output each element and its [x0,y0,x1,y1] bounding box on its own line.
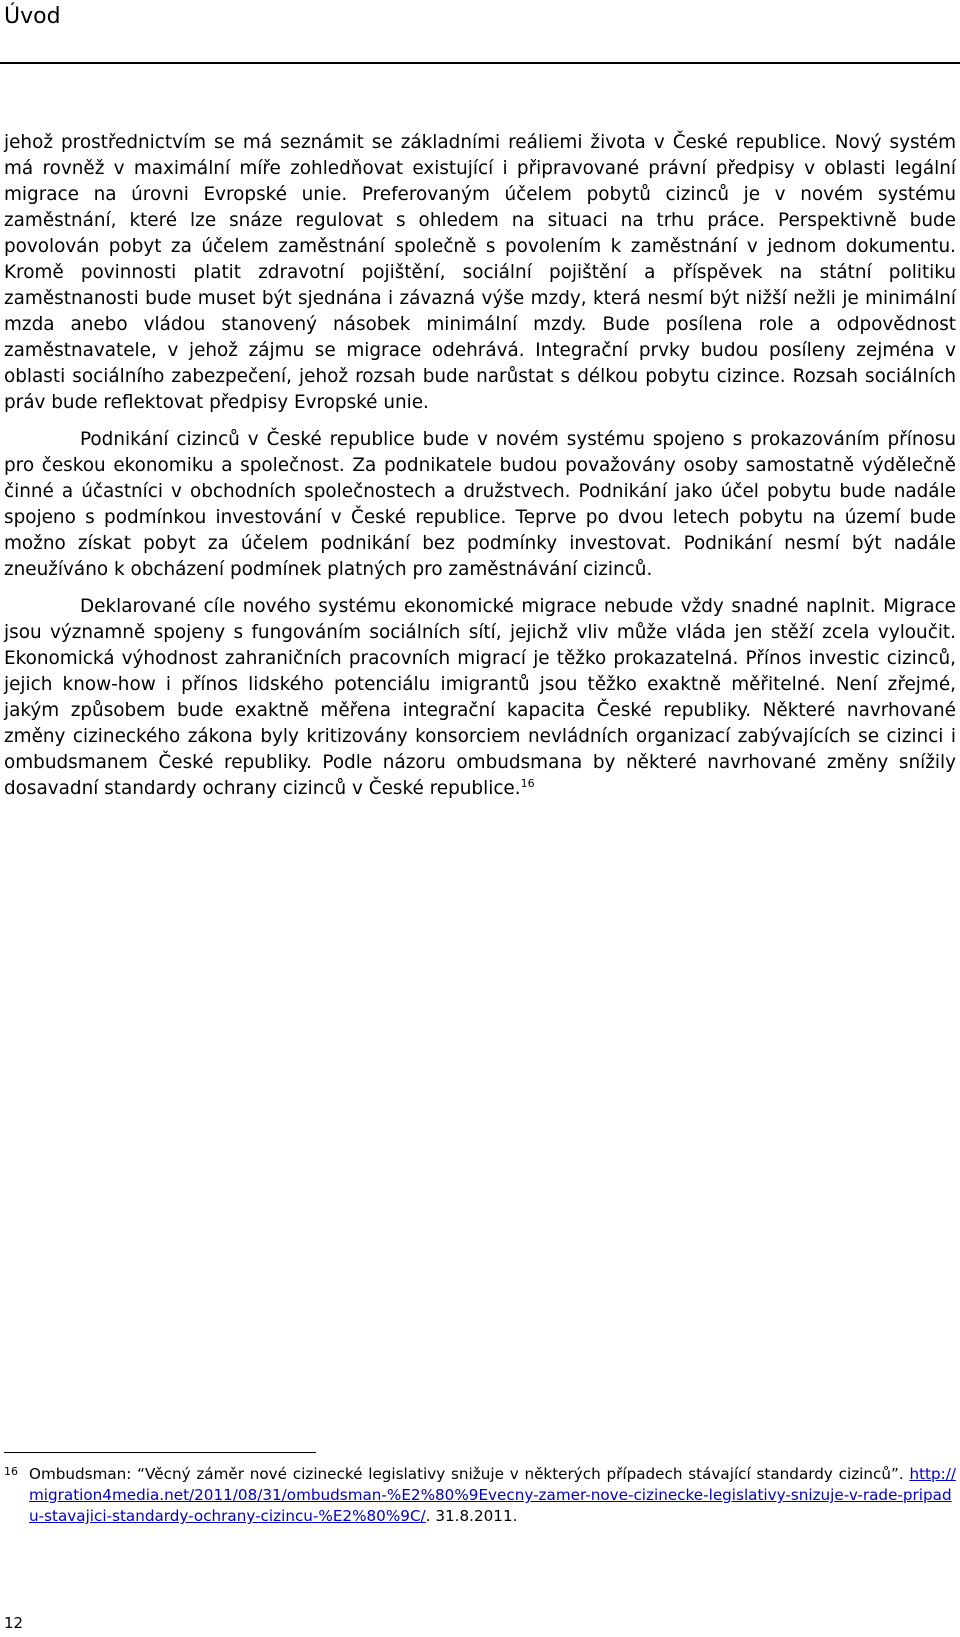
paragraph-text: Podnikání cizinců v České republice bude v novém systému spojeno s prokazováním přínosu pro českou ekonomiku a společnost. Za podnikatele budou považovány osoby samostatně výdělečně činné a účastníci v obchodních společnostech a družstvech. Podnikání jako účel pobytu bude nadále spojeno s podmínkou investování v České republice. Teprve po dvou letech pobytu na území bude možno získat pobyt za účelem podnikání bez podmínky investovat. Podnikání nesmí být nadále zneužíváno k obcházení podmínek platných pro zaměstnávání cizinců. [4,429,956,580]
footnote-divider [4,1452,316,1453]
footnote-body [4,1464,956,1527]
footnote [4,1464,956,1527]
page-number: 12 [4,1614,24,1632]
page-header-title: Úvod [4,4,61,29]
footnote-number: 16 [4,1465,18,1478]
paragraph [4,427,956,583]
main-body [4,130,956,813]
paragraph [4,594,956,802]
paragraph-text: Deklarované cíle nového systému ekonomické migrace nebude vždy snadné naplnit. Migrace jsou významně spojeny s fungováním sociálních sítí, jejichž vliv může vláda jen stěží zcela vyloučit. Ekonomická výhodnost zahraničních pracovních migrací je těžko prokazatelná. Přínos investic cizinců, jejich know-how i přínos lidského potenciálu imigrantů jsou těžko exaktně měřitelné. Není zřejmé, jakým způsobem bude exaktně měřena integrační kapacita České republiky. Některé navrhované změny cizineckého zákona byly kritizovány konsorciem nevládních organizací zabývajících se cizinci i ombudsmanem České republiky. Podle názoru ombudsmana by některé navrhované změny snížily dosavadní standardy ochrany cizinců v České republice. [4,596,956,799]
header-divider [0,62,960,64]
paragraph [4,130,956,416]
footnote-link[interactable]: http://migration4media.net/2011/08/31/ombudsman-%E2%80%9Evecny-zamer-nove-cizinecke-legislativy-snizuje-v-rade-pripadu-stavajici-standardy-ochrany-cizincu-%E2%80%9C/ [29,1465,956,1525]
footnote-text: Ombudsman: “Věcný záměr nové cizinecké legislativy snižuje v některých případech stávající standardy cizinců”. [29,1465,910,1483]
footnote-date: . 31.8.2011. [425,1507,518,1525]
footnote-reference[interactable]: 16 [520,776,535,790]
paragraph-text: jehož prostřednictvím se má seznámit se základními reáliemi života v České republice. Nový systém má rovněž v maximální míře zohledňovat existující i připravované právní předpisy v oblasti legální migrace na úrovni Evropské unie. Preferovaným účelem pobytů cizinců je v novém systému zaměstnání, které lze snáze regulovat s ohledem na situaci na trhu práce. Perspektivně bude povolován pobyt za účelem zaměstnání společně s povolením k zaměstnání v jednom dokumentu. Kromě povinnosti platit zdravotní pojištění, sociální pojištění a příspěvek na státní politiku zaměstnanosti bude muset být sjednána i závazná výše mzdy, která nesmí být nižší nežli je minimální mzda anebo vládou stanovený násobek minimální mzdy. Bude posílena role a odpovědnost zaměstnavatele, v jehož zájmu se migrace odehrává. Integrační prvky budou posíleny zejména v oblasti sociálního zabezpečení, jehož rozsah bude narůstat s délkou pobytu cizince. Rozsah sociálních práv bude reflektovat předpisy Evropské unie. [4,132,956,413]
